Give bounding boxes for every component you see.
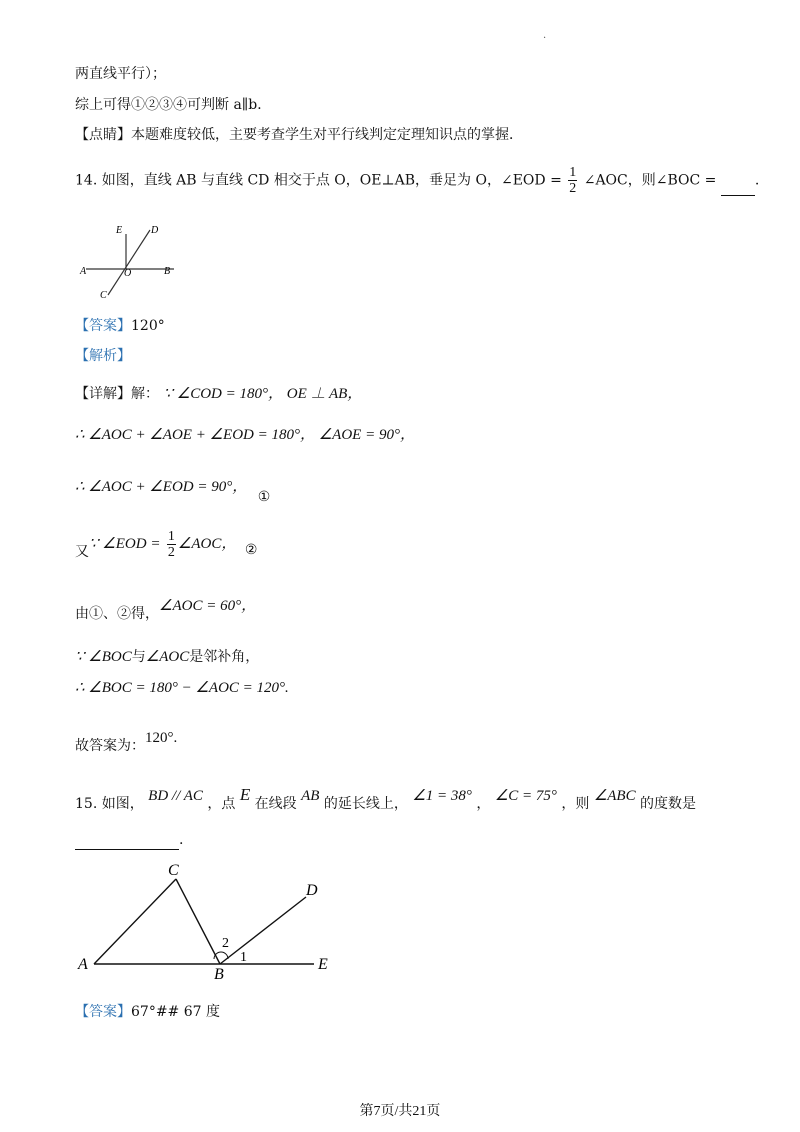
q14-step-4-mark: ② [244, 542, 258, 558]
q14-answer [75, 316, 165, 336]
q14-detail-8 [75, 728, 178, 754]
q14-step-8: 120°. [145, 730, 178, 746]
q15-answer-tag: 【答案】 [75, 1004, 131, 1020]
q14-stem-a: 14. 如图，直线 AB 与直线 CD 相交于点 O，OE⊥AB，垂足为 O，∠EOD = [75, 172, 562, 189]
q14-stem-b: ∠AOC，则∠BOC = [583, 172, 717, 189]
q15-ab: AB [301, 788, 320, 804]
q15-bd-ac: BD // AC [148, 788, 203, 804]
q15-t6: 的度数是 [640, 796, 697, 812]
q14-label-e: E [116, 225, 123, 236]
q14-step-5: ∠AOC = 60°， [159, 598, 257, 614]
q14-label-o: O [124, 268, 132, 279]
q15-label-a: A [78, 956, 88, 973]
q14-detail-1 [75, 384, 362, 404]
q15-e: E [239, 785, 251, 804]
q14-step-7: ∴ ∠BOC = 180° − ∠AOC = 120°. [75, 680, 289, 696]
q14-step-6-a: ∵ ∠BOC [75, 649, 132, 665]
q14-step-4-fraction [167, 529, 176, 560]
q14-step-5-pre: 由①、②得， [75, 606, 159, 622]
q15-t3: 的延长线上， [323, 796, 408, 812]
q14-step-2: ∴ ∠AOC + ∠AOE + ∠EOD = 180°， ∠AOE = 90°， [75, 427, 415, 443]
q14-step-4-den: 2 [167, 544, 175, 560]
q14-frac-num: 1 [569, 165, 577, 180]
q15-angle-c: ∠C = 75° [494, 788, 557, 804]
q15-angle1: ∠1 = 38° [412, 788, 472, 804]
corner-mark: . [543, 30, 547, 41]
q15-stem [75, 778, 696, 813]
q14-detail-6 [75, 647, 259, 667]
q14-step-4-pre: 又 [75, 544, 89, 560]
q14-answer-value: 120° [131, 318, 165, 334]
q15-answer-blank [75, 849, 179, 850]
q15-answer-value: 67°## 67 度 [131, 1004, 220, 1020]
q14-label-b: B [164, 266, 171, 277]
q15-label-d: D [306, 882, 318, 899]
q15-label-e: E [318, 956, 328, 973]
q15-label-2: 2 [222, 936, 229, 951]
tip-tag: 【点睛】 [75, 127, 131, 143]
q15-num: 15. 如图， [75, 796, 144, 812]
q14-frac-den: 2 [569, 181, 577, 196]
q15-answer [75, 1002, 220, 1022]
q15-t5: ，则 [561, 796, 590, 812]
q14-detail-prefix: 解： [131, 386, 159, 402]
q15-t2: 在线段 [254, 796, 297, 812]
q15-abc: ∠ABC [593, 788, 636, 804]
q14-stem-end: . [754, 172, 760, 189]
q15-t1: ，点 [207, 796, 236, 812]
q15-blank-line [75, 830, 183, 850]
q14-detail-5 [75, 596, 257, 622]
q15-label-b: B [214, 966, 224, 983]
q15-figure [72, 855, 342, 985]
q14-detail-tag: 【详解】 [75, 386, 131, 402]
q14-step-4-b: ∠AOC， [177, 536, 237, 552]
q14-step-6-c: ∠AOC [145, 649, 190, 665]
prev-line-1: 两直线平行）； [75, 66, 166, 82]
q14-step-8-pre: 故答案为： [75, 738, 145, 754]
q14-step-3-mark: ① [257, 489, 271, 505]
q14-detail-2 [75, 425, 415, 445]
q14-answer-tag: 【答案】 [75, 318, 131, 334]
prev-tip [75, 125, 523, 145]
q15-label-1: 1 [240, 950, 247, 965]
q14-answer-blank [721, 195, 755, 196]
q14-detail-7 [75, 678, 289, 698]
q14-figure [78, 222, 188, 302]
q14-step-6-d: 是邻补角， [189, 649, 260, 665]
prev-line-2: 综上可得①②③④可判断 a∥b． [75, 97, 272, 113]
q14-label-a: A [80, 266, 87, 277]
q14-fraction [568, 165, 577, 196]
q14-step-4-num: 1 [167, 528, 175, 544]
q15-end: . [179, 832, 184, 848]
tip-text: 本题难度较低，主要考查学生对平行线判定定理知识点的掌握． [131, 127, 523, 143]
q14-step-3: ∴ ∠AOC + ∠EOD = 90°， [75, 479, 248, 495]
q14-analysis-tag: 【解析】 [75, 348, 131, 364]
page-footer: 第7页/共21页 [359, 1104, 441, 1119]
q14-label-c: C [100, 290, 107, 301]
q14-label-d: D [151, 225, 159, 236]
q14-detail-3 [75, 477, 271, 505]
q14-step-6-b: 与 [131, 649, 146, 665]
q15-t4: ， [476, 796, 491, 812]
q14-step-1: ∵ ∠COD = 180°， OE ⊥ AB， [163, 386, 363, 402]
q14-detail-4 [75, 528, 257, 560]
q14-step-4-a: ∵ ∠EOD = [89, 536, 161, 552]
q14-stem [75, 165, 759, 196]
q15-label-c: C [168, 862, 179, 879]
